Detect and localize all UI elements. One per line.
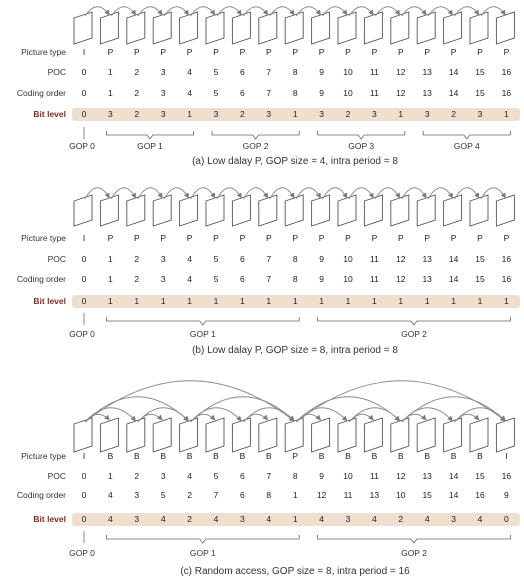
coding-order-cell: 9 — [504, 490, 509, 500]
gop-bracket — [106, 317, 299, 325]
bit-level-cell: 1 — [160, 296, 166, 306]
panel-caption: (c) Random access, GOP size = 8, intra period = 16 — [180, 566, 410, 577]
panel-c — [17, 381, 520, 577]
picture-type-cell: P — [371, 233, 378, 243]
picture-frame — [153, 195, 171, 226]
poc-cell: 4 — [187, 254, 192, 264]
bit-level-cell: 2 — [451, 109, 456, 119]
picture-frame — [206, 195, 224, 226]
picture-type-cell: B — [345, 451, 351, 461]
bit-level-cell: 1 — [292, 514, 298, 524]
picture-frame — [153, 418, 171, 452]
coding-order-cell: 1 — [292, 490, 298, 500]
gop-label: GOP 1 — [189, 548, 216, 558]
coding-order-cell: 15 — [475, 88, 485, 98]
coding-order-cell: 13 — [369, 490, 380, 500]
coding-order-cell: 0 — [81, 88, 87, 98]
poc-cell: 3 — [160, 67, 166, 77]
picture-frame — [391, 418, 409, 452]
bit-level-cell: 3 — [108, 109, 113, 119]
picture-frame — [312, 418, 330, 452]
picture-frame — [417, 195, 435, 226]
poc-cell: 6 — [240, 254, 245, 264]
picture-type-label: Picture type — [21, 233, 66, 243]
poc-cell: 6 — [240, 471, 245, 481]
bit-level-cell: 1 — [134, 296, 140, 306]
coding-order-cell: 14 — [448, 274, 459, 284]
gop-label: GOP 2 — [401, 548, 427, 558]
poc-cell: 7 — [266, 67, 272, 77]
picture-type-cell: P — [292, 233, 299, 243]
gop-bracket — [318, 535, 511, 543]
bit-level-cell: 1 — [504, 296, 509, 306]
bit-level-cell: 3 — [372, 109, 377, 119]
picture-frame — [206, 418, 224, 452]
poc-label: POC — [47, 254, 66, 264]
coding-order-cell: 11 — [369, 88, 379, 98]
poc-cell: 10 — [343, 254, 353, 264]
coding-order-cell: 8 — [292, 274, 298, 284]
panel-caption: (a) Low dalay P, GOP size = 4, intra period = 8 — [192, 156, 398, 167]
picture-type-cell: B — [477, 451, 483, 461]
picture-frame — [417, 12, 435, 44]
bit-level-cell: 1 — [187, 109, 192, 119]
poc-cell: 3 — [160, 254, 166, 264]
picture-type-cell: P — [239, 233, 246, 243]
poc-cell: 0 — [81, 254, 87, 264]
picture-type-cell: P — [477, 233, 483, 243]
poc-cell: 15 — [475, 254, 485, 264]
coding-order-cell: 2 — [187, 490, 192, 500]
picture-frame — [153, 12, 171, 44]
reference-arrow — [85, 408, 136, 422]
bit-level-cell: 3 — [134, 514, 140, 524]
reference-arrow — [191, 408, 242, 422]
picture-type-cell: P — [107, 233, 114, 243]
picture-frame — [444, 12, 462, 44]
poc-cell: 16 — [501, 254, 512, 264]
poc-cell: 4 — [187, 67, 192, 77]
bit-level-cell: 3 — [451, 514, 456, 524]
picture-type-cell: B — [450, 451, 457, 461]
picture-type-cell: P — [107, 47, 114, 57]
picture-type-cell: P — [424, 233, 431, 243]
bit-level-label: Bit level — [33, 109, 66, 119]
picture-frame — [312, 12, 330, 44]
poc-cell: 11 — [369, 67, 379, 77]
bit-level-cell: 1 — [477, 296, 483, 306]
gop-bracket — [318, 317, 511, 325]
picture-type-cell: P — [239, 47, 246, 57]
picture-frame — [259, 195, 277, 226]
coding-order-cell: 10 — [343, 88, 353, 98]
poc-cell: 13 — [422, 67, 432, 77]
coding-order-cell: 4 — [187, 274, 192, 284]
coding-order-label: Coding order — [16, 490, 66, 500]
poc-cell: 11 — [369, 254, 379, 264]
poc-label: POC — [47, 67, 66, 77]
picture-type-cell: P — [213, 47, 219, 57]
bit-level-cell: 1 — [504, 109, 509, 119]
gop0-label: GOP 0 — [69, 141, 95, 151]
poc-cell: 1 — [108, 67, 113, 77]
coding-order-cell: 6 — [240, 490, 245, 500]
gop-bracket — [106, 131, 193, 139]
bit-level-cell: 2 — [345, 109, 351, 119]
picture-frame — [74, 195, 92, 226]
bit-level-cell: 1 — [345, 296, 351, 306]
picture-frame — [232, 195, 250, 226]
picture-frame — [127, 418, 145, 452]
coding-order-cell: 5 — [213, 88, 219, 98]
picture-frame — [391, 195, 409, 226]
poc-cell: 16 — [501, 67, 512, 77]
bit-level-cell: 3 — [477, 109, 483, 119]
coding-order-cell: 16 — [501, 88, 512, 98]
picture-type-cell: P — [503, 47, 510, 57]
picture-type-cell: P — [424, 47, 431, 57]
picture-type-cell: P — [186, 47, 193, 57]
bit-level-cell: 1 — [292, 109, 298, 119]
picture-type-cell: P — [450, 47, 457, 57]
picture-frame — [364, 195, 382, 226]
coding-order-cell: 0 — [81, 274, 87, 284]
bit-level-cell: 3 — [424, 109, 430, 119]
bit-level-cell: 4 — [319, 514, 324, 524]
coding-order-cell: 8 — [292, 88, 298, 98]
picture-frame — [127, 12, 145, 44]
bit-level-cell: 1 — [108, 296, 113, 306]
gop0-label: GOP 0 — [69, 548, 95, 558]
bit-level-cell: 1 — [398, 109, 404, 119]
picture-frame — [364, 12, 382, 44]
picture-frame — [338, 12, 356, 44]
picture-type-cell: P — [265, 47, 272, 57]
picture-frame — [470, 418, 488, 452]
poc-label: POC — [47, 471, 66, 481]
picture-type-cell: B — [371, 451, 378, 461]
bit-level-cell: 3 — [345, 514, 351, 524]
poc-cell: 13 — [422, 471, 432, 481]
picture-type-cell: B — [239, 451, 246, 461]
poc-cell: 15 — [475, 67, 485, 77]
coding-order-cell: 9 — [319, 88, 324, 98]
coding-order-cell: 7 — [266, 274, 272, 284]
poc-cell: 2 — [134, 471, 140, 481]
picture-frame — [417, 418, 435, 452]
gop-bracket — [423, 131, 510, 139]
coding-order-cell: 12 — [396, 274, 406, 284]
picture-frame — [74, 418, 92, 452]
coding-order-cell: 7 — [213, 490, 219, 500]
picture-type-cell: B — [107, 451, 114, 461]
picture-frame — [338, 418, 356, 452]
reference-arrow — [296, 408, 347, 422]
picture-frame — [496, 195, 514, 226]
picture-type-cell: P — [503, 233, 510, 243]
poc-cell: 16 — [501, 471, 512, 481]
coding-order-cell: 0 — [81, 490, 87, 500]
picture-frame — [206, 12, 224, 44]
coding-order-cell: 2 — [134, 88, 140, 98]
coding-order-cell: 3 — [134, 490, 140, 500]
gop-bracket — [318, 131, 405, 139]
coding-order-cell: 6 — [240, 274, 245, 284]
bit-level-cell: 2 — [240, 109, 245, 119]
bit-level-cell: 3 — [319, 109, 324, 119]
picture-frame — [338, 195, 356, 226]
coding-order-cell: 13 — [422, 274, 432, 284]
picture-type-cell: B — [160, 451, 167, 461]
bit-level-cell: 1 — [266, 296, 272, 306]
picture-frame — [312, 195, 330, 226]
picture-frame — [180, 195, 198, 226]
poc-cell: 8 — [292, 471, 298, 481]
picture-frame — [232, 12, 250, 44]
picture-type-label: Picture type — [21, 47, 66, 57]
picture-type-cell: B — [213, 451, 219, 461]
poc-cell: 7 — [266, 471, 272, 481]
picture-type-cell: P — [318, 47, 325, 57]
coding-order-cell: 1 — [108, 274, 113, 284]
picture-type-cell: P — [318, 233, 325, 243]
poc-cell: 15 — [475, 471, 485, 481]
panel-caption: (b) Low dalay P, GOP size = 8, intra period = 8 — [192, 345, 398, 356]
coding-order-cell: 15 — [475, 274, 485, 284]
coding-order-label: Coding order — [16, 88, 66, 98]
coding-order-cell: 3 — [160, 88, 166, 98]
picture-type-cell: P — [186, 233, 193, 243]
bit-level-cell: 3 — [266, 109, 272, 119]
panel-b — [17, 188, 520, 356]
picture-type-cell: P — [160, 47, 167, 57]
picture-type-cell: P — [213, 233, 219, 243]
poc-cell: 1 — [108, 471, 113, 481]
poc-cell: 9 — [319, 254, 324, 264]
picture-type-cell: P — [450, 233, 457, 243]
poc-cell: 4 — [187, 471, 192, 481]
bit-level-label: Bit level — [33, 514, 66, 524]
picture-type-cell: P — [397, 47, 404, 57]
poc-cell: 10 — [343, 67, 353, 77]
picture-type-cell: B — [133, 451, 140, 461]
picture-frame — [100, 12, 118, 44]
gop-label: GOP 3 — [348, 141, 375, 151]
picture-frame — [444, 195, 462, 226]
poc-cell: 9 — [319, 67, 324, 77]
bit-level-cell: 3 — [213, 109, 219, 119]
poc-cell: 11 — [369, 471, 379, 481]
picture-frame — [232, 418, 250, 452]
picture-type-cell: I — [505, 451, 508, 461]
bit-level-cell: 1 — [372, 296, 377, 306]
poc-cell: 0 — [81, 67, 87, 77]
coding-order-cell: 4 — [108, 490, 113, 500]
poc-cell: 8 — [292, 254, 298, 264]
picture-type-cell: B — [186, 451, 193, 461]
bit-level-cell: 4 — [424, 514, 430, 524]
bit-level-cell: 1 — [292, 296, 298, 306]
picture-type-cell: I — [82, 47, 86, 57]
bit-level-cell: 0 — [81, 514, 87, 524]
picture-frame — [364, 418, 382, 452]
bit-level-cell: 4 — [108, 514, 113, 524]
picture-frame — [470, 195, 488, 226]
coding-order-cell: 9 — [319, 274, 324, 284]
coding-order-cell: 5 — [213, 274, 219, 284]
poc-cell: 2 — [134, 67, 140, 77]
poc-cell: 12 — [396, 67, 406, 77]
coding-order-cell: 3 — [160, 274, 166, 284]
poc-cell: 12 — [396, 471, 406, 481]
bit-level-cell: 0 — [81, 109, 87, 119]
coding-order-cell: 14 — [448, 88, 459, 98]
picture-type-cell: P — [292, 47, 299, 57]
coding-order-cell: 2 — [134, 274, 140, 284]
poc-cell: 2 — [134, 254, 140, 264]
gop-label: GOP 1 — [137, 141, 163, 151]
bit-level-cell: 1 — [187, 296, 192, 306]
picture-type-cell: P — [345, 47, 351, 57]
picture-frame — [100, 418, 118, 452]
picture-type-cell: I — [82, 451, 86, 461]
picture-type-cell: P — [371, 47, 378, 57]
picture-frame — [496, 12, 514, 44]
bit-level-cell: 3 — [160, 109, 166, 119]
picture-type-cell: I — [82, 233, 86, 243]
gop-bracket — [212, 131, 299, 139]
coding-order-cell: 10 — [343, 274, 353, 284]
bit-level-cell: 2 — [187, 514, 192, 524]
picture-frame — [259, 418, 277, 452]
coding-order-cell: 16 — [475, 490, 485, 500]
picture-type-cell: P — [133, 47, 140, 57]
bit-level-cell: 4 — [266, 514, 272, 524]
picture-frame — [180, 12, 198, 44]
panel-a — [17, 7, 520, 167]
poc-cell: 0 — [81, 471, 87, 481]
poc-cell: 5 — [213, 254, 219, 264]
picture-type-cell: P — [345, 233, 351, 243]
reference-arrow — [402, 408, 453, 422]
picture-type-cell: P — [160, 233, 167, 243]
poc-cell: 8 — [292, 67, 298, 77]
gop-label: GOP 4 — [453, 141, 480, 151]
picture-frame — [74, 12, 92, 44]
gop-label: GOP 1 — [189, 329, 216, 339]
picture-type-label: Picture type — [21, 451, 66, 461]
picture-frame — [127, 195, 145, 226]
poc-cell: 14 — [448, 471, 459, 481]
bit-level-cell: 1 — [451, 296, 456, 306]
bit-level-cell: 0 — [81, 296, 87, 306]
gop-label: GOP 2 — [242, 141, 269, 151]
bit-level-cell: 1 — [319, 296, 324, 306]
picture-type-cell: B — [265, 451, 272, 461]
bit-level-cell: 4 — [372, 514, 377, 524]
coding-order-cell: 5 — [160, 490, 166, 500]
picture-type-cell: P — [292, 451, 299, 461]
poc-cell: 10 — [343, 471, 353, 481]
picture-type-cell: P — [133, 233, 140, 243]
bit-level-cell: 4 — [160, 514, 166, 524]
picture-frame — [259, 12, 277, 44]
poc-cell: 5 — [213, 67, 219, 77]
poc-cell: 14 — [448, 254, 459, 264]
poc-cell: 7 — [266, 254, 272, 264]
picture-frame — [391, 12, 409, 44]
picture-frame — [470, 12, 488, 44]
bit-level-cell: 2 — [398, 514, 404, 524]
coding-order-cell: 14 — [448, 490, 459, 500]
gop-bracket — [106, 535, 299, 543]
picture-type-cell: B — [424, 451, 431, 461]
coding-order-cell: 12 — [316, 490, 327, 500]
bit-level-cell: 1 — [424, 296, 430, 306]
gop0-label: GOP 0 — [69, 329, 95, 339]
picture-frame — [180, 418, 198, 452]
picture-type-cell: B — [318, 451, 325, 461]
poc-cell: 12 — [396, 254, 406, 264]
poc-cell: 9 — [319, 471, 324, 481]
coding-order-cell: 8 — [266, 490, 272, 500]
picture-frame — [285, 418, 303, 452]
picture-frame — [100, 195, 118, 226]
gop-label: GOP 2 — [401, 329, 427, 339]
poc-cell: 3 — [160, 471, 166, 481]
bit-level-cell: 1 — [240, 296, 245, 306]
coding-order-cell: 11 — [343, 490, 353, 500]
coding-order-cell: 12 — [396, 88, 406, 98]
picture-type-cell: P — [477, 47, 483, 57]
bit-level-cell: 4 — [213, 514, 219, 524]
bit-level-cell: 1 — [398, 296, 404, 306]
picture-frame — [496, 418, 514, 452]
bit-level-label: Bit level — [33, 296, 66, 306]
coding-order-cell: 7 — [266, 88, 272, 98]
coding-order-cell: 1 — [108, 88, 113, 98]
coding-order-cell: 15 — [422, 490, 432, 500]
picture-type-cell: P — [265, 233, 272, 243]
picture-type-cell: P — [397, 233, 404, 243]
picture-frame — [285, 195, 303, 226]
poc-cell: 14 — [448, 67, 459, 77]
picture-type-cell: B — [397, 451, 404, 461]
coding-order-cell: 11 — [369, 274, 379, 284]
coding-order-label: Coding order — [16, 274, 66, 284]
coding-order-cell: 4 — [187, 88, 192, 98]
bit-level-cell: 1 — [213, 296, 219, 306]
bit-level-cell: 0 — [504, 514, 509, 524]
bit-level-cell: 3 — [240, 514, 245, 524]
picture-frame — [444, 418, 462, 452]
coding-order-cell: 16 — [501, 274, 512, 284]
bit-level-cell: 4 — [477, 514, 483, 524]
poc-cell: 6 — [240, 67, 245, 77]
coding-order-cell: 10 — [396, 490, 406, 500]
picture-frame — [285, 12, 303, 44]
coding-order-cell: 13 — [422, 88, 432, 98]
poc-cell: 5 — [213, 471, 219, 481]
poc-cell: 13 — [422, 254, 432, 264]
poc-cell: 1 — [108, 254, 113, 264]
bit-level-cell: 2 — [134, 109, 140, 119]
coding-order-cell: 6 — [240, 88, 245, 98]
